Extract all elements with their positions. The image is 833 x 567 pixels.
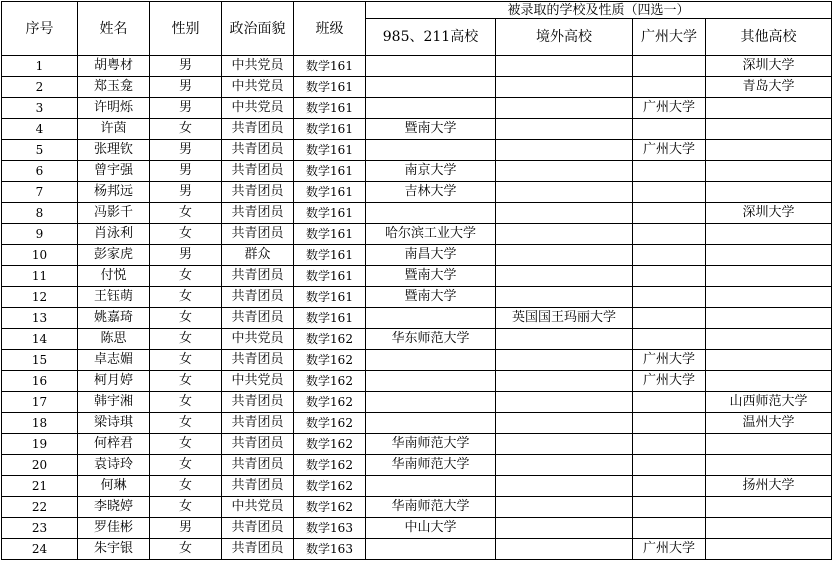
cell-class: 数学161: [294, 98, 366, 119]
table-row: [2, 56, 832, 77]
cell-gender: 女: [150, 434, 222, 455]
cell-seq: 24: [2, 539, 78, 560]
cell-gzhu: [633, 308, 706, 329]
table-body: [2, 56, 832, 560]
cell-political-status: 共青团员: [222, 518, 294, 539]
cell-seq: 8: [2, 203, 78, 224]
cell-political-status: 共青团员: [222, 182, 294, 203]
cell-985-211: 华南师范大学: [366, 455, 496, 476]
cell-985-211: [366, 539, 496, 560]
cell-985-211: [366, 56, 496, 77]
cell-985-211: [366, 308, 496, 329]
cell-gzhu: [633, 266, 706, 287]
cell-overseas: [496, 182, 633, 203]
cell-name: 曾宇强: [78, 161, 150, 182]
cell-gzhu: [633, 497, 706, 518]
cell-class: 数学161: [294, 56, 366, 77]
cell-gender: 男: [150, 77, 222, 98]
cell-other: [706, 224, 832, 245]
table-row: [2, 434, 832, 455]
cell-other: [706, 539, 832, 560]
cell-other: 温州大学: [706, 413, 832, 434]
cell-gzhu: [633, 77, 706, 98]
cell-985-211: 中山大学: [366, 518, 496, 539]
cell-overseas: [496, 371, 633, 392]
cell-985-211: [366, 476, 496, 497]
header-985-211: 985、211高校: [366, 19, 496, 56]
cell-name: 张理钦: [78, 140, 150, 161]
cell-985-211: [366, 392, 496, 413]
cell-gzhu: [633, 476, 706, 497]
cell-other: [706, 266, 832, 287]
cell-seq: 12: [2, 287, 78, 308]
cell-seq: 16: [2, 371, 78, 392]
cell-seq: 19: [2, 434, 78, 455]
cell-other: [706, 497, 832, 518]
cell-overseas: [496, 539, 633, 560]
cell-political-status: 共青团员: [222, 140, 294, 161]
cell-class: 数学161: [294, 182, 366, 203]
cell-name: 何梓君: [78, 434, 150, 455]
cell-political-status: 中共党员: [222, 98, 294, 119]
cell-class: 数学162: [294, 413, 366, 434]
cell-overseas: [496, 161, 633, 182]
cell-other: [706, 287, 832, 308]
cell-gzhu: 广州大学: [633, 350, 706, 371]
cell-overseas: [496, 455, 633, 476]
cell-other: [706, 182, 832, 203]
cell-name: 何琳: [78, 476, 150, 497]
table-row: [2, 350, 832, 371]
cell-gzhu: [633, 434, 706, 455]
cell-name: 许明烁: [78, 98, 150, 119]
cell-political-status: 共青团员: [222, 455, 294, 476]
cell-985-211: 华东师范大学: [366, 329, 496, 350]
cell-political-status: 共青团员: [222, 350, 294, 371]
cell-985-211: [366, 413, 496, 434]
cell-seq: 10: [2, 245, 78, 266]
table-row: [2, 392, 832, 413]
cell-overseas: [496, 434, 633, 455]
table-row: [2, 224, 832, 245]
cell-985-211: [366, 371, 496, 392]
cell-overseas: [496, 518, 633, 539]
cell-political-status: 共青团员: [222, 224, 294, 245]
cell-other: 山西师范大学: [706, 392, 832, 413]
cell-overseas: [496, 350, 633, 371]
cell-other: [706, 245, 832, 266]
table-row: [2, 161, 832, 182]
cell-seq: 14: [2, 329, 78, 350]
table-row: [2, 413, 832, 434]
header-class: 班级: [294, 2, 366, 56]
cell-political-status: 中共党员: [222, 497, 294, 518]
cell-gzhu: 广州大学: [633, 98, 706, 119]
cell-name: 冯影千: [78, 203, 150, 224]
cell-class: 数学161: [294, 119, 366, 140]
cell-gzhu: 广州大学: [633, 371, 706, 392]
cell-political-status: 共青团员: [222, 392, 294, 413]
cell-political-status: 共青团员: [222, 476, 294, 497]
cell-gzhu: [633, 161, 706, 182]
table-row: [2, 98, 832, 119]
cell-class: 数学161: [294, 161, 366, 182]
cell-gzhu: 广州大学: [633, 539, 706, 560]
table-row: [2, 119, 832, 140]
cell-gzhu: 广州大学: [633, 140, 706, 161]
cell-name: 梁诗琪: [78, 413, 150, 434]
cell-other: [706, 518, 832, 539]
cell-class: 数学162: [294, 434, 366, 455]
cell-other: [706, 140, 832, 161]
table-row: [2, 371, 832, 392]
cell-overseas: [496, 224, 633, 245]
cell-seq: 1: [2, 56, 78, 77]
cell-seq: 15: [2, 350, 78, 371]
cell-gender: 男: [150, 518, 222, 539]
cell-other: [706, 98, 832, 119]
cell-name: 彭家虎: [78, 245, 150, 266]
cell-overseas: [496, 245, 633, 266]
cell-gender: 男: [150, 161, 222, 182]
cell-political-status: 共青团员: [222, 308, 294, 329]
cell-other: [706, 350, 832, 371]
table-row: [2, 518, 832, 539]
cell-overseas: [496, 497, 633, 518]
cell-political-status: 共青团员: [222, 539, 294, 560]
cell-name: 胡粤材: [78, 56, 150, 77]
cell-political-status: 中共党员: [222, 77, 294, 98]
cell-class: 数学161: [294, 266, 366, 287]
cell-overseas: [496, 287, 633, 308]
cell-985-211: 吉林大学: [366, 182, 496, 203]
table-row: [2, 140, 832, 161]
cell-name: 杨邦远: [78, 182, 150, 203]
cell-seq: 3: [2, 98, 78, 119]
cell-gender: 女: [150, 539, 222, 560]
cell-gender: 女: [150, 413, 222, 434]
cell-seq: 2: [2, 77, 78, 98]
cell-985-211: [366, 98, 496, 119]
cell-gzhu: [633, 518, 706, 539]
table-row: [2, 539, 832, 560]
cell-gzhu: [633, 182, 706, 203]
cell-gender: 女: [150, 224, 222, 245]
cell-other: 深圳大学: [706, 56, 832, 77]
header-admission-group: 被录取的学校及性质（四选一）: [366, 2, 832, 19]
cell-overseas: [496, 476, 633, 497]
cell-seq: 9: [2, 224, 78, 245]
cell-other: [706, 455, 832, 476]
cell-overseas: 英国国王玛丽大学: [496, 308, 633, 329]
cell-class: 数学161: [294, 287, 366, 308]
cell-class: 数学162: [294, 476, 366, 497]
header-gender: 性别: [150, 2, 222, 56]
cell-name: 朱宇银: [78, 539, 150, 560]
cell-985-211: 南京大学: [366, 161, 496, 182]
cell-name: 付悦: [78, 266, 150, 287]
cell-gender: 男: [150, 98, 222, 119]
cell-name: 肖泳利: [78, 224, 150, 245]
cell-985-211: [366, 203, 496, 224]
cell-985-211: 华南师范大学: [366, 497, 496, 518]
cell-seq: 4: [2, 119, 78, 140]
cell-overseas: [496, 77, 633, 98]
cell-gzhu: [633, 56, 706, 77]
cell-overseas: [496, 119, 633, 140]
cell-seq: 11: [2, 266, 78, 287]
cell-gender: 男: [150, 140, 222, 161]
cell-name: 郑玉龛: [78, 77, 150, 98]
cell-name: 卓志媚: [78, 350, 150, 371]
cell-gender: 女: [150, 476, 222, 497]
cell-gzhu: [633, 413, 706, 434]
cell-985-211: 南昌大学: [366, 245, 496, 266]
cell-985-211: 暨南大学: [366, 119, 496, 140]
cell-seq: 6: [2, 161, 78, 182]
cell-overseas: [496, 413, 633, 434]
cell-985-211: [366, 77, 496, 98]
cell-985-211: [366, 140, 496, 161]
cell-overseas: [496, 329, 633, 350]
cell-overseas: [496, 266, 633, 287]
cell-gzhu: [633, 224, 706, 245]
header-overseas: 境外高校: [496, 19, 633, 56]
table-row: [2, 203, 832, 224]
cell-political-status: 共青团员: [222, 119, 294, 140]
table-row: [2, 266, 832, 287]
cell-seq: 17: [2, 392, 78, 413]
cell-overseas: [496, 98, 633, 119]
cell-seq: 21: [2, 476, 78, 497]
cell-political-status: 共青团员: [222, 203, 294, 224]
cell-gzhu: [633, 392, 706, 413]
cell-name: 袁诗玲: [78, 455, 150, 476]
table-row: [2, 182, 832, 203]
cell-class: 数学161: [294, 140, 366, 161]
cell-seq: 7: [2, 182, 78, 203]
cell-gender: 女: [150, 350, 222, 371]
cell-seq: 20: [2, 455, 78, 476]
cell-class: 数学162: [294, 392, 366, 413]
cell-gzhu: [633, 203, 706, 224]
cell-overseas: [496, 140, 633, 161]
cell-political-status: 中共党员: [222, 56, 294, 77]
table-row: [2, 287, 832, 308]
table-row: [2, 245, 832, 266]
cell-gender: 女: [150, 266, 222, 287]
cell-gzhu: [633, 119, 706, 140]
cell-class: 数学161: [294, 245, 366, 266]
cell-name: 许茵: [78, 119, 150, 140]
cell-gender: 女: [150, 308, 222, 329]
cell-gender: 女: [150, 455, 222, 476]
table-row: [2, 455, 832, 476]
cell-985-211: 华南师范大学: [366, 434, 496, 455]
cell-political-status: 共青团员: [222, 161, 294, 182]
table-row: [2, 476, 832, 497]
cell-other: [706, 119, 832, 140]
cell-name: 陈思: [78, 329, 150, 350]
cell-other: [706, 434, 832, 455]
cell-985-211: 哈尔滨工业大学: [366, 224, 496, 245]
header-seq: 序号: [2, 2, 78, 56]
cell-name: 王钰萌: [78, 287, 150, 308]
cell-gender: 女: [150, 497, 222, 518]
cell-other: [706, 161, 832, 182]
cell-seq: 22: [2, 497, 78, 518]
cell-name: 罗佳彬: [78, 518, 150, 539]
cell-political-status: 共青团员: [222, 266, 294, 287]
cell-gender: 女: [150, 119, 222, 140]
cell-gender: 男: [150, 182, 222, 203]
cell-class: 数学161: [294, 203, 366, 224]
cell-gender: 女: [150, 287, 222, 308]
header-other: 其他高校: [706, 19, 832, 56]
cell-gender: 女: [150, 371, 222, 392]
cell-class: 数学161: [294, 224, 366, 245]
cell-class: 数学162: [294, 455, 366, 476]
cell-other: 扬州大学: [706, 476, 832, 497]
cell-gender: 男: [150, 245, 222, 266]
cell-seq: 5: [2, 140, 78, 161]
cell-political-status: 共青团员: [222, 434, 294, 455]
cell-overseas: [496, 203, 633, 224]
cell-gzhu: [633, 329, 706, 350]
cell-class: 数学161: [294, 77, 366, 98]
table-row: [2, 77, 832, 98]
cell-other: [706, 371, 832, 392]
cell-class: 数学163: [294, 518, 366, 539]
admission-table: [1, 1, 832, 560]
cell-other: 深圳大学: [706, 203, 832, 224]
cell-overseas: [496, 56, 633, 77]
cell-seq: 18: [2, 413, 78, 434]
cell-gender: 女: [150, 392, 222, 413]
cell-seq: 13: [2, 308, 78, 329]
cell-name: 李晓婷: [78, 497, 150, 518]
cell-class: 数学163: [294, 539, 366, 560]
cell-name: 柯月婷: [78, 371, 150, 392]
cell-gender: 男: [150, 56, 222, 77]
header-name: 姓名: [78, 2, 150, 56]
cell-985-211: 暨南大学: [366, 266, 496, 287]
cell-class: 数学162: [294, 329, 366, 350]
cell-other: [706, 308, 832, 329]
cell-overseas: [496, 392, 633, 413]
cell-gzhu: [633, 455, 706, 476]
cell-class: 数学162: [294, 350, 366, 371]
cell-political-status: 中共党员: [222, 371, 294, 392]
cell-political-status: 共青团员: [222, 413, 294, 434]
header-political-status: 政治面貌: [222, 2, 294, 56]
header-row-top: [2, 2, 832, 19]
header-gzhu: 广州大学: [633, 19, 706, 56]
cell-gzhu: [633, 245, 706, 266]
cell-political-status: 共青团员: [222, 287, 294, 308]
cell-other: 青岛大学: [706, 77, 832, 98]
cell-985-211: 暨南大学: [366, 287, 496, 308]
cell-other: [706, 329, 832, 350]
cell-gender: 女: [150, 329, 222, 350]
cell-985-211: [366, 350, 496, 371]
cell-class: 数学161: [294, 308, 366, 329]
cell-seq: 23: [2, 518, 78, 539]
cell-class: 数学162: [294, 371, 366, 392]
table-row: [2, 329, 832, 350]
cell-name: 韩宇湘: [78, 392, 150, 413]
cell-name: 姚嘉琦: [78, 308, 150, 329]
cell-class: 数学162: [294, 497, 366, 518]
cell-political-status: 中共党员: [222, 329, 294, 350]
table-row: [2, 497, 832, 518]
cell-gzhu: [633, 287, 706, 308]
cell-political-status: 群众: [222, 245, 294, 266]
table-row: [2, 308, 832, 329]
cell-gender: 女: [150, 203, 222, 224]
